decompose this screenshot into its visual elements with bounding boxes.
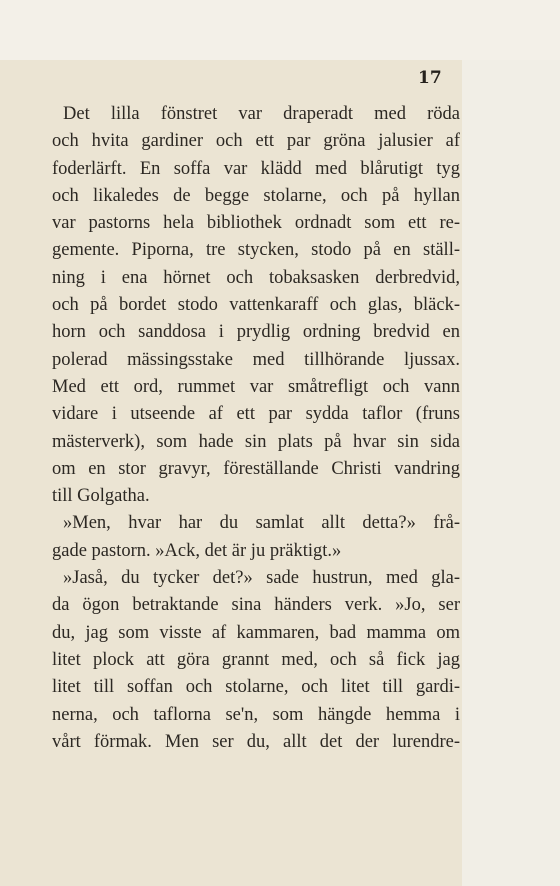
text-line: Det lilla fönstret var draperadt med röda — [63, 104, 460, 124]
text-line: vidare i utseende af ett par sydda taflor (fruns — [52, 404, 460, 425]
text-line: nerna, och taflorna se'n, som hängde hemma i — [52, 704, 460, 725]
text-line: och hvita gardiner och ett par gröna jalusier af — [52, 131, 460, 152]
text-line: gemente. Piporna, tre stycken, stodo på en ställ- — [52, 240, 460, 261]
text-line: gade pastorn. »Ack, det är ju präktigt.» — [52, 540, 342, 561]
text-line: ning i ena hörnet och tobaksasken derbredvid, — [52, 267, 460, 288]
text-line: horn och sanddosa i prydlig ordning bredvid en — [52, 322, 460, 343]
text-line: litet till soffan och stolarne, och litet till gardi- — [52, 677, 460, 698]
text-line: mästerverk), som hade sin plats på hvar sin sida — [52, 431, 460, 452]
text-line: Med ett ord, rummet var småtrefligt och vann — [52, 376, 460, 397]
text-line: polerad mässingsstake med tillhörande ljussax. — [52, 349, 460, 370]
text-line: och likaledes de begge stolarne, och på hyllan — [52, 185, 460, 206]
text-line: »Men, hvar har du samlat allt detta?» frå- — [63, 513, 460, 534]
body-text — [52, 101, 460, 756]
text-line: litet plock att göra grannt med, och så fick jag — [52, 649, 460, 670]
text-line: till Golgatha. — [52, 486, 150, 507]
text-line: var pastorns hela bibliothek ordnadt som ett re- — [52, 213, 460, 234]
right-margin — [462, 60, 560, 886]
text-line: du, jag som visste af kammaren, bad mamma om — [52, 622, 460, 643]
top-margin — [0, 0, 560, 60]
text-line: vårt förmak. Men ser du, allt det der lurendre- — [52, 731, 460, 752]
text-line: »Jaså, du tycker det?» sade hustrun, med gla- — [63, 568, 460, 589]
text-line: da ögon betraktande sina händers verk. »Jo, ser — [52, 595, 460, 616]
page-number: 17 — [418, 68, 442, 88]
text-line: om en stor gravyr, föreställande Christi vandring — [52, 458, 460, 479]
text-line: foderlärft. En soffa var klädd med blårutigt tyg — [52, 158, 460, 179]
text-line: och på bordet stodo vattenkaraff och glas, bläck- — [52, 295, 460, 316]
